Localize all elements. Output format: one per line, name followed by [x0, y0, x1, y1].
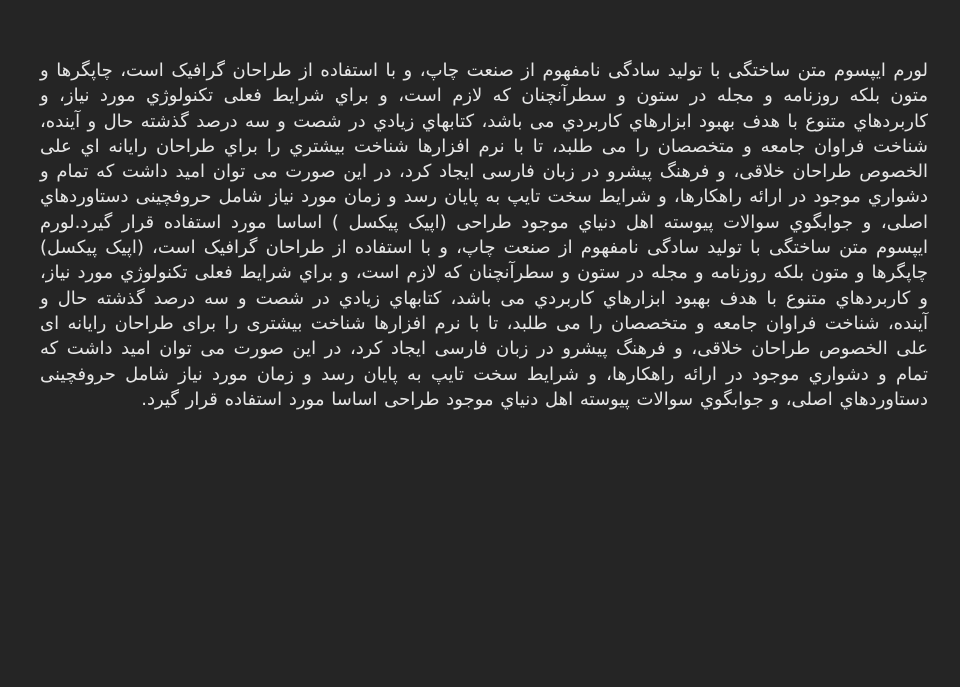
body-paragraph: لورم ایپسوم متن ساختگی با تولید سادگی نامفهوم از صنعت چاپ، و با استفاده از طراحان گرافیک است، چاپگرها و متون بلکه روزنامه و مجله در ستون و سطرآنچنان که لازم است، و براي شرایط فعلی تکنولوژي مورد نیاز، و کاربردهاي متنوع با هدف بهبود ابزارهاي کاربردي می باشد، کتابهاي زیادي در شصت و سه درصد گذشته حال و آینده، شناخت فراوان جامعه و متخصصان را می طلبد، تا با نرم افزارها شناخت بیشتري را براي طراحان رایانه اي علی الخصوص طراحان خلاقی، و فرهنگ پیشرو در زبان فارسی ایجاد کرد، در این صورت می توان امید داشت که تمام و دشواري موجود در ارائه راهکارها، و شرایط سخت تایپ به پایان رسد و زمان مورد نیاز شامل حروفچینی دستاوردهاي اصلی، و جوابگوي سوالات پیوسته اهل دنیاي موجود طراحی (اپیک پیکسل ) اساسا مورد استفاده قرار گیرد.لورم ایپسوم متن ساختگی با تولید سادگی نامفهوم از صنعت چاپ، و با استفاده از طراحان گرافیک است، (اپیک پیکسل) چاپگرها و متون بلکه روزنامه و مجله در ستون و سطرآنچنان که لازم است، و براي شرایط فعلی تکنولوژي مورد نیاز، و کاربردهاي متنوع با هدف بهبود ابزارهاي کاربردي می باشد، کتابهاي زیادي در شصت و سه درصد گذشته حال و آینده، شناخت فراوان جامعه و متخصصان را می طلبد، تا با نرم افزارها شناخت بیشتری را برای طراحان رایانه ای علی الخصوص طراحان خلاقی، و فرهنگ پیشرو در زبان فارسی ایجاد کرد، در این صورت می توان امید داشت که تمام و دشواري موجود در ارائه راهکارها، و شرایط سخت تایپ به پایان رسد و زمان مورد نیاز شامل حروفچینی دستاوردهاي اصلی، و جوابگوي سوالات پیوسته اهل دنیاي موجود طراحی اساسا مورد استفاده قرار گیرد. [40, 60, 928, 410]
